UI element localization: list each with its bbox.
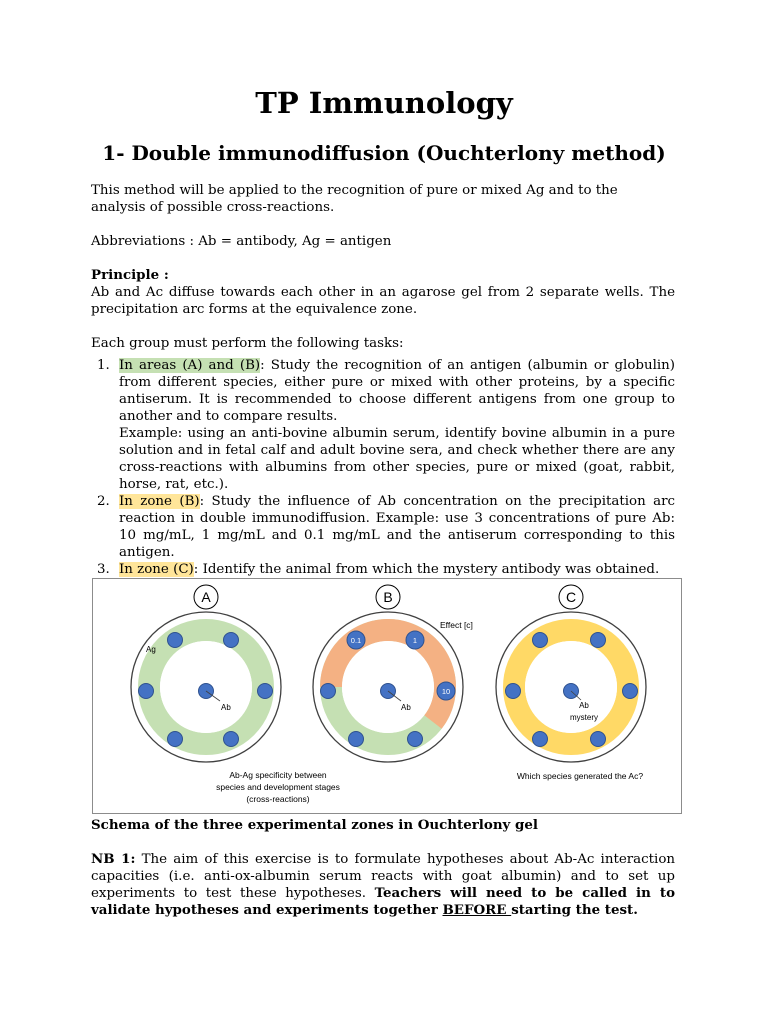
principle-heading: Principle : bbox=[91, 267, 169, 283]
antigen-well bbox=[168, 633, 183, 648]
antigen-well bbox=[533, 732, 548, 747]
antigen-well bbox=[506, 684, 521, 699]
zone-letter: B bbox=[383, 589, 393, 605]
antigen-well bbox=[623, 684, 638, 699]
zone-letter: A bbox=[201, 589, 211, 605]
nb1-bold-text: Teachers will need to be called in to validate hypotheses and experiments together bbox=[91, 885, 676, 918]
well-label: 1 bbox=[412, 636, 418, 645]
effect-label: Effect [c] bbox=[440, 620, 473, 630]
ag-label: Ag bbox=[146, 645, 156, 654]
ab-label: Ab bbox=[579, 701, 589, 710]
task-example: Example: using an anti-bovine albumin serum, identify bovine albumin in a pure solution and in fetal calf and adult bovine sera, and check whether there are any cross-reactions with albumins from other species, pure or mixed (goat, rabbit, horse, rat, etc.). bbox=[119, 426, 675, 492]
intro-paragraph: This method will be applied to the recognition of pure or mixed Ag and to the analysis of possible cross-reactions. bbox=[91, 183, 618, 215]
antigen-well bbox=[224, 732, 239, 747]
ouchterlony-schema-figure bbox=[92, 578, 682, 814]
task-text: : Study the influence of Ab concentration on the precipitation arc reaction in double immunodiffusion. Example: use 3 concentrations of pure Ab: 10 mg/mL, 1 mg/mL and 0.1 mg/mL and the antiserum corresponding to this antigen. bbox=[119, 494, 675, 560]
nb1-text: The aim of this exercise is to formulate hypotheses about Ab-Ac interaction capacities (i.e. anti-ox-albumin serum reacts with goat albumin) and to set up experiments to test these hypotheses. bbox=[91, 852, 676, 901]
task-item-2 bbox=[91, 493, 675, 561]
abbreviations-line: Abbreviations : Ab = antibody, Ag = antigen bbox=[91, 234, 392, 249]
zone-c-caption: Which species generated the Ac? bbox=[516, 771, 644, 781]
nb1-underlined-text: BEFORE bbox=[442, 902, 512, 918]
task-number: 2. bbox=[97, 494, 110, 509]
antigen-well bbox=[408, 732, 423, 747]
antigen-well bbox=[591, 633, 606, 648]
well-label: 0.1 bbox=[350, 636, 362, 645]
ab-mystery-label: mystery bbox=[570, 713, 598, 722]
task-number: 3. bbox=[97, 562, 110, 577]
antigen-well bbox=[349, 732, 364, 747]
zone-a-caption-1: Ab-Ag specificity between bbox=[229, 770, 327, 780]
section-title: 1- Double immunodiffusion (Ouchterlony method) bbox=[102, 141, 666, 165]
task-zone-highlight: In zone (B) bbox=[119, 494, 200, 509]
task-number: 1. bbox=[97, 358, 110, 373]
nb1-label: NB 1: bbox=[91, 851, 136, 867]
page-title: TP Immunology bbox=[255, 86, 513, 120]
nb1-paragraph bbox=[91, 851, 675, 919]
antigen-well bbox=[533, 633, 548, 648]
zone-a-caption-2: species and development stages bbox=[216, 782, 340, 792]
nb1-end-text: starting the test. bbox=[511, 902, 638, 918]
antigen-well bbox=[591, 732, 606, 747]
task-zone-highlight: In zone (C) bbox=[119, 562, 194, 577]
antigen-well bbox=[168, 732, 183, 747]
principle-label bbox=[91, 267, 675, 284]
antigen-well bbox=[258, 684, 273, 699]
task-list bbox=[91, 357, 675, 578]
tasks-intro: Each group must perform the following tasks: bbox=[91, 336, 404, 351]
zone-b-diagram bbox=[313, 585, 473, 762]
task-text: : Identify the animal from which the mystery antibody was obtained. bbox=[193, 562, 660, 577]
ab-label: Ab bbox=[401, 703, 411, 712]
antigen-well bbox=[139, 684, 154, 699]
antigen-well bbox=[321, 684, 336, 699]
antigen-well bbox=[224, 633, 239, 648]
zone-c-diagram bbox=[496, 585, 646, 781]
ab-label: Ab bbox=[221, 703, 231, 712]
principle-paragraph: Ab and Ac diffuse towards each other in an agarose gel from 2 separate wells. The precipitation arc forms at the equivalence zone. bbox=[91, 285, 675, 317]
task-text: : Study the recognition of an antigen (albumin or globulin) from different species, either pure or mixed with other proteins, by a specific antiserum. It is recommended to choose different antigens from one group to another and to compare results. bbox=[119, 358, 676, 424]
well-label: 10 bbox=[441, 687, 451, 696]
zone-a-diagram bbox=[131, 585, 340, 804]
zone-letter: C bbox=[565, 589, 577, 605]
task-zone-highlight: In areas (A) and (B) bbox=[119, 358, 261, 373]
task-item-1 bbox=[91, 357, 675, 493]
zone-a-caption-3: (cross-reactions) bbox=[246, 794, 310, 804]
figure-caption: Schema of the three experimental zones in Ouchterlony gel bbox=[91, 817, 538, 833]
task-item-3 bbox=[91, 561, 675, 578]
